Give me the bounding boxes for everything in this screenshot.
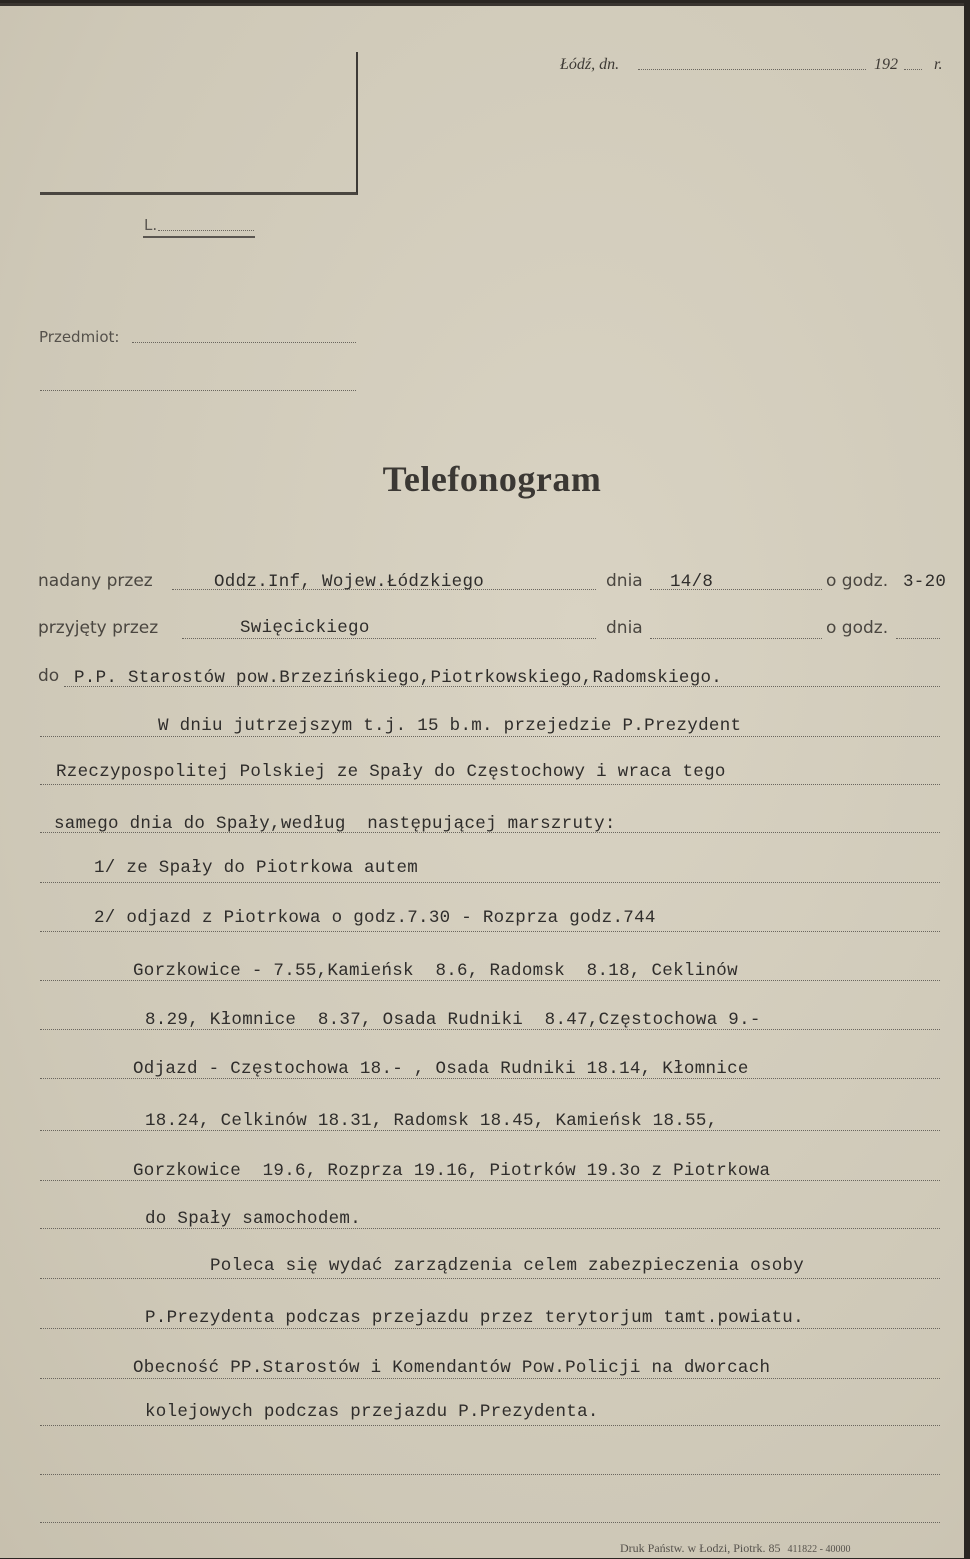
body-line: 2/ odjazd z Piotrkowa o godz.7.30 - Rozprza godz.744	[94, 908, 656, 928]
stamp-box	[40, 52, 358, 195]
sent-day-value: 14/8	[670, 572, 714, 592]
body-line: W dniu jutrzejszym t.j. 15 b.m. przejedzie P.Prezydent	[158, 716, 742, 736]
printer-imprint	[620, 1541, 851, 1556]
received-day-label: dnia	[606, 618, 643, 638]
ruled-line	[40, 1378, 940, 1379]
ruled-line	[40, 1474, 940, 1475]
printer-name: Druk Państw. w Łodzi, Piotrk. 85	[620, 1541, 781, 1555]
place-date-line	[560, 56, 943, 74]
sent-time-value: 3-20	[903, 572, 947, 592]
subject-field-line-2	[40, 390, 356, 391]
subject-label: Przedmiot:	[39, 328, 120, 346]
date-field	[638, 69, 866, 70]
to-value: P.P. Starostów pow.Brzezińskiego,Piotrkowskiego,Radomskiego.	[74, 668, 723, 688]
body-line: 1/ ze Spały do Piotrkowa autem	[94, 858, 419, 878]
ruled-line	[40, 1522, 940, 1523]
document-page	[0, 3, 964, 1558]
body-line: Odjazd - Częstochowa 18.- , Osada Rudniki 18.14, Kłomnice	[133, 1059, 749, 1079]
body-line: kolejowych podczas przejazdu P.Prezydenta.	[145, 1402, 599, 1422]
ruled-line	[40, 736, 940, 737]
ruled-line	[40, 1278, 940, 1279]
body-line: Obecność PP.Starostów i Komendantów Pow.Policji na dworcach	[133, 1358, 771, 1378]
received-time-label: o godz.	[826, 618, 889, 638]
ruled-line	[40, 784, 940, 785]
body-line: Poleca się wydać zarządzenia celem zabezpieczenia osoby	[210, 1256, 805, 1276]
place-date-label: Łódź, dn.	[560, 56, 620, 73]
to-label: do	[38, 666, 60, 686]
sent-by-value: Oddz.Inf, Wojew.Łódzkiego	[214, 572, 485, 592]
ruled-line	[40, 931, 940, 932]
body-line: do Spały samochodem.	[145, 1209, 362, 1229]
subject-field	[132, 342, 356, 343]
received-by-label: przyjęty przez	[38, 618, 159, 638]
body-line: Gorzkowice - 7.55,Kamieńsk 8.6, Radomsk 8.18, Ceklinów	[133, 961, 738, 981]
body-line: P.Prezydenta podczas przejazdu przez terytorjum tamt.powiatu.	[145, 1308, 804, 1328]
year-suffix: r.	[934, 56, 943, 73]
print-code: 411822 - 40000	[787, 1544, 851, 1555]
document-title: Telefonogram	[382, 459, 602, 499]
received-time-underline	[896, 638, 940, 639]
year-label: 192	[874, 56, 898, 73]
year-field	[904, 69, 922, 70]
body-line: samego dnia do Spały,według następującej marszruty:	[54, 814, 616, 834]
body-line: Rzeczypospolitej Polskiej ze Spały do Częstochowy i wraca tego	[56, 762, 726, 782]
reference-number-field	[158, 230, 254, 231]
received-by-underline	[182, 638, 596, 639]
received-by-value: Swięcickiego	[240, 618, 370, 638]
ruled-line	[40, 1425, 940, 1426]
sent-day-label: dnia	[606, 571, 643, 591]
ruled-line	[40, 1328, 940, 1329]
ruled-line	[40, 882, 940, 883]
sent-by-label: nadany przez	[38, 571, 153, 591]
received-day-underline	[650, 638, 822, 639]
body-line: 8.29, Kłomnice 8.37, Osada Rudniki 8.47,Częstochowa 9.-	[145, 1010, 761, 1030]
reference-number-label: L.	[144, 216, 158, 234]
reference-underline	[143, 236, 255, 238]
body-line: Gorzkowice 19.6, Rozprza 19.16, Piotrków 19.3o z Piotrkowa	[133, 1161, 771, 1181]
body-line: 18.24, Celkinów 18.31, Radomsk 18.45, Kamieńsk 18.55,	[145, 1111, 718, 1131]
sent-time-label: o godz.	[826, 571, 889, 591]
